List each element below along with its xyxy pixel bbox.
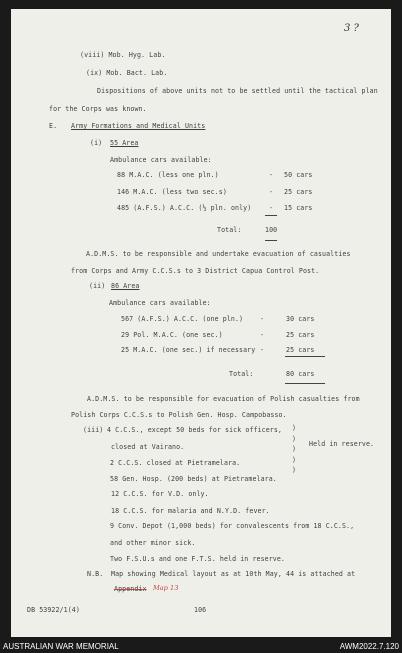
total-label-1: Total: (217, 226, 242, 234)
nb-text: Map showing Medical layout as at 10th May, 44 is attached at (111, 570, 356, 578)
adms-paragraph-2-line-2: Polish Corps C.C.S.s to Polish Gen. Hosp. Campobasso. (71, 411, 287, 419)
total-value-1: 100 (265, 226, 278, 234)
car-unit-6: 25 M.A.C. (one sec.) if necessary (121, 346, 256, 354)
ambulance-cars-heading-2: Ambulance cars available: (109, 299, 211, 307)
handwritten-page-mark: 3 ? (344, 23, 359, 34)
unit-line-6-cont: and other minor sick. (110, 539, 196, 547)
car-unit-2: 146 M.A.C. (less two sec.s) (117, 188, 227, 196)
subsection-ii-number: (ii) (89, 282, 106, 290)
document-reference: DB 53922/1(4) (27, 606, 80, 614)
unit-line-1: 4 C.C.S., except 50 beds for sick officers, (107, 426, 282, 434)
nb-label: N.B. (87, 570, 104, 578)
car-count-3: 15 cars (284, 204, 313, 212)
adms-paragraph-1-line-2: from Corps and Army C.C.S.s to 3 District Capua Control Post. (71, 267, 320, 275)
dash: - (260, 315, 265, 323)
unit-line-3: 58 Gen. Hosp. (200 beds) at Pietramelara. (110, 475, 277, 483)
held-in-reserve-note: Held in reserve. (309, 440, 375, 448)
appendix-struck: Appendix (114, 585, 147, 593)
section-e-title: Army Formations and Medical Units (71, 122, 206, 130)
item-viii: (viii) Mob. Hyg. Lab. (80, 51, 166, 59)
subsection-ii-area: 86 Area (111, 282, 140, 290)
footer-left: AUSTRALIAN WAR MEMORIAL (3, 642, 119, 651)
dash: - (260, 346, 265, 354)
total-label-2: Total: (229, 370, 254, 378)
car-count-5: 25 cars (286, 331, 315, 339)
car-unit-1: 88 M.A.C. (less one pln.) (117, 171, 219, 179)
car-count-2: 25 cars (284, 188, 313, 196)
dash: - (269, 188, 274, 196)
reserve-brace: ) ) ) ) ) (292, 424, 296, 474)
total-rule-1 (265, 215, 277, 216)
total-underline-1 (265, 240, 277, 241)
car-unit-3: 485 (A.F.S.) A.C.C. (½ pln. only) (117, 204, 252, 212)
appendix-handwritten-correction: Map 13 (153, 584, 179, 592)
total-rule-2 (285, 356, 325, 357)
section-e-label: E. (49, 122, 58, 130)
adms-paragraph-2-line-1: A.D.M.S. to be responsible for evacuation of Polish casualties from (87, 395, 360, 403)
dash: - (269, 204, 274, 212)
unit-line-4: 12 C.C.S. for V.D. only. (111, 490, 209, 498)
car-unit-4: 567 (A.F.S.) A.C.C. (one pln.) (121, 315, 244, 323)
dash: - (260, 331, 265, 339)
car-count-6: 25 cars (286, 346, 315, 354)
subsection-i-area: 55 Area (110, 139, 139, 147)
adms-paragraph-1-line-1: A.D.M.S. to be responsible and undertake evacuation of casualties (86, 250, 351, 258)
unit-line-7: Two F.S.U.s and one F.T.S. held in reserve. (110, 555, 285, 563)
unit-line-5: 18 C.C.S. for malaria and N.Y.D. fever. (111, 507, 270, 515)
total-value-2: 80 cars (286, 370, 315, 378)
total-underline-2 (285, 383, 325, 384)
car-count-1: 50 cars (284, 171, 313, 179)
subsection-i-number: (i) (90, 139, 103, 147)
unit-line-2: 2 C.C.S. closed at Pietramelara. (110, 459, 241, 467)
unit-line-1-cont: closed at Vairano. (111, 443, 185, 451)
car-count-4: 30 cars (286, 315, 315, 323)
dispositions-line-1: Dispositions of above units not to be settled until the tactical plan (97, 87, 378, 95)
car-unit-5: 29 Pol. M.A.C. (one sec.) (121, 331, 223, 339)
subsection-iii-number: (iii) (83, 426, 104, 434)
dispositions-line-2: for the Corps was known. (49, 105, 147, 113)
footer-right: AWM2022.7.120 (339, 642, 399, 651)
item-ix: (ix) Mob. Bact. Lab. (86, 69, 168, 77)
page-number: 106 (194, 606, 207, 614)
dash: - (269, 171, 274, 179)
ambulance-cars-heading-1: Ambulance cars available: (110, 156, 212, 164)
unit-line-6: 9 Conv. Depot (1,000 beds) for convalescents from 18 C.C.S., (110, 522, 355, 530)
document-page (11, 9, 391, 637)
